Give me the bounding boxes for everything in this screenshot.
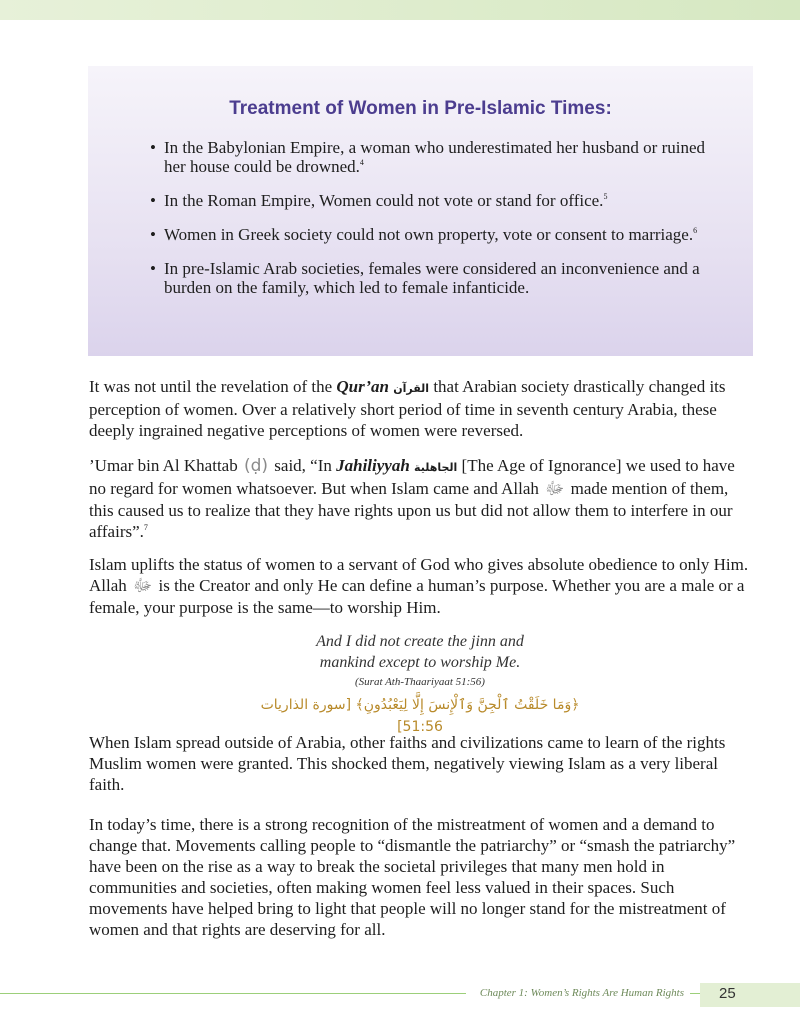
text-run: said, “In [270, 456, 337, 475]
quote-reference: (Surat Ath-Thaariyaat 51:56) [355, 676, 485, 688]
box-title: Treatment of Women in Pre-Islamic Times: [229, 98, 612, 119]
term-jahiliyyah: Jahiliyyah [336, 456, 410, 475]
page-number-tab [700, 983, 800, 1007]
footnote-ref: 5 [603, 192, 608, 201]
paragraph-todays-time: In today’s time, there is a strong recognition of the mistreatment of women and a demand to change that. Movements calling people to “dismantle the patriarchy” or “smash the patriarchy” have been on the rise as a way to break the societal privileges that many men hold in communities and societies, often making women feel less valued in their spaces. Such movements have helped bring to light that people will no longer stand for the mistreatment of women and that rights are deserving for all. [89, 815, 736, 939]
quran-quote-block [240, 631, 600, 738]
quote-line: mankind except to worship Me. [319, 654, 521, 671]
bullet-text: Women in Greek society could not own property, vote or consent to marriage. [164, 225, 694, 244]
footnote-ref: 6 [693, 226, 698, 235]
bullet-item [150, 138, 715, 176]
text-run: [The Age of Ignorance] we used to have no regard for women whatsoever. But when Islam came and Allah [89, 456, 735, 498]
bullet-text: In the Babylonian Empire, a woman who underestimated her husband or ruined her house could be drowned. [164, 138, 706, 176]
bullet-item [150, 259, 715, 297]
honorific-icon: ﷻ [133, 576, 153, 596]
arabic-term-jahiliyyah: الجاهلية [414, 461, 458, 474]
pre-islamic-sidebar-box [88, 66, 753, 356]
paragraph-islam-spread: When Islam spread outside of Arabia, other faiths and civilizations came to learn of the rights Muslim women were granted. This shocked them, negatively viewing Islam as a very liberal faith. [89, 733, 726, 794]
text-run: Islam uplifts the status of women to a servant of God who gives absolute obedience to only Him. Allah [89, 555, 749, 595]
bullet-item [150, 225, 715, 244]
bullet-text: In the Roman Empire, Women could not vote or stand for office. [164, 191, 604, 210]
honorific-icon: ﷻ [545, 479, 565, 499]
arabic-term-quran: القرآن [393, 382, 430, 395]
honorific-icon: (ḍ) [243, 456, 269, 476]
page-number: 25 [719, 985, 736, 1002]
bullet-item [150, 191, 715, 210]
bullet-list [150, 138, 715, 312]
text-run: It was not until the revelation of the [89, 377, 337, 396]
paragraph-islam-uplifts [89, 554, 754, 618]
text-run: that Arabian society drastically changed its perception of women. Over a relatively short period of time in seventh century Arabia, these deeply ingrained negative perceptions of women were reversed. [89, 377, 726, 440]
paragraph-umar-quote [89, 455, 754, 542]
arabic-verse: ﴿وَمَا خَلَقْتُ ٱلْجِنَّ وَٱلْإِنسَ إِلَّا لِيَعْبُدُونِ﴾ [سورة الذاريات 51:56] [260, 697, 580, 735]
bullet-text: In pre-Islamic Arab societies, females were considered an inconvenience and a burden on the family, which led to female infanticide. [164, 259, 700, 297]
top-decorative-bar [0, 0, 800, 20]
footnote-ref: 7 [143, 523, 148, 532]
text-run: ’Umar bin Al Khattab [89, 456, 238, 475]
footer-chapter-title: Chapter 1: Women’s Rights Are Human Rights [466, 987, 690, 999]
paragraph-quran-revelation [89, 376, 754, 441]
text-run: made mention of them, this caused us to realize that they have rights upon us but did not allow them to interfere in our affairs”. [89, 479, 733, 541]
footnote-ref: 4 [359, 158, 364, 167]
text-run: is the Creator and only He can define a human’s purpose. Whether you are a male or a female, your purpose is the same—to worship Him. [89, 576, 745, 617]
term-quran: Qur’an [336, 377, 389, 396]
quote-line: And I did not create the jinn and [316, 633, 524, 650]
